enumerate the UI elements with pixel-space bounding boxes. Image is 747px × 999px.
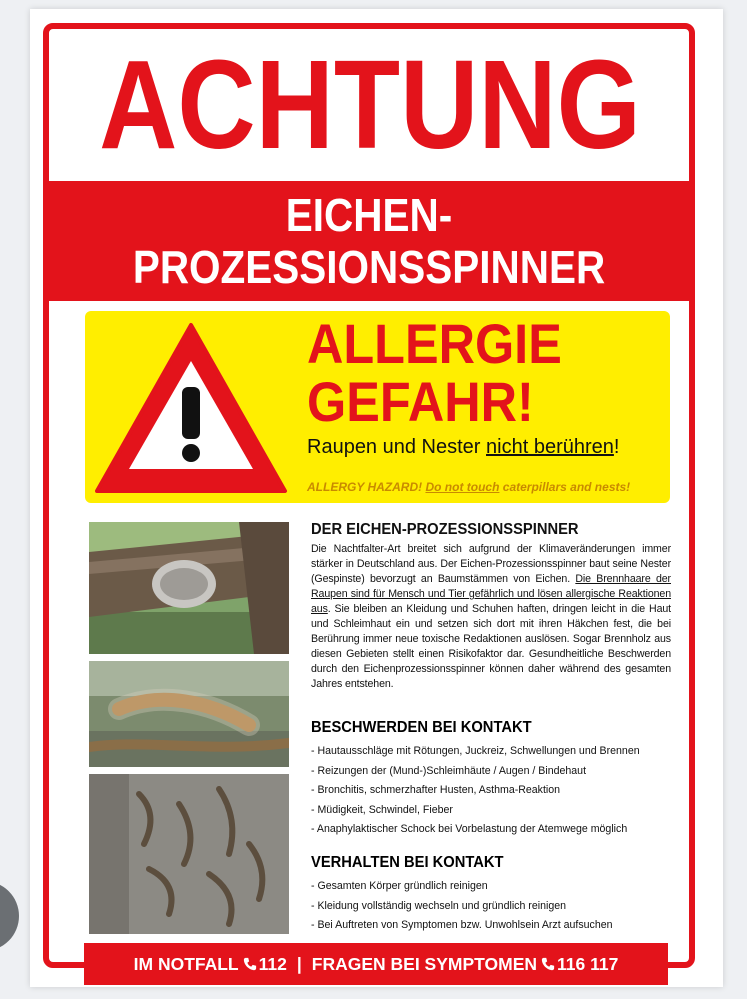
hazard-suffix: caterpillars and nests!: [499, 480, 631, 494]
achtung-title: ACHTUNG: [99, 34, 641, 175]
raupen-underlined: nicht berühren: [486, 436, 614, 458]
symptoms-section: [311, 718, 671, 840]
symptoms-list: [311, 742, 671, 840]
species-info-text-underlined: Die Brennhaare der Raupen sind für Mensch und Tier gefährlich und lösen allergische Reaktionen aus: [311, 573, 671, 615]
symptoms-hotline-number: 116 117: [557, 953, 619, 974]
footer-separator: |: [296, 953, 302, 974]
species-banner: [49, 181, 689, 301]
species-info-text-a: Die Nachtfalter-Art breitet sich aufgrund der Klimaveränderungen immer stärker in Deutschland aus. Der Eichen-Prozessionsspinner baut seine Nester (Gespinste) bevorzugt an Baumstämmen von Eichen.: [311, 543, 671, 585]
list-item: - Reizungen der (Mund-)Schleimhäute / Augen / Bindehaut: [311, 764, 587, 777]
behaviour-section: [311, 853, 671, 936]
species-info-title: DER EICHEN-PROZESSIONSSPINNER: [311, 521, 579, 538]
banner-line-1: EICHEN-: [285, 189, 453, 241]
photo-caterpillar-colony: [89, 774, 289, 934]
allergie-line-1: ALLERGIE: [307, 312, 562, 375]
raupen-suffix: !: [613, 436, 620, 458]
behaviour-list: [311, 877, 671, 936]
list-item: - Hautausschläge mit Rötungen, Juckreiz, Schwellungen und Brennen: [311, 745, 640, 757]
list-item: - Bei Auftreten von Symptomen bzw. Unwohlsein Arzt aufsuchen: [311, 919, 613, 931]
banner-line-2: PROZESSIONSSPINNER: [132, 241, 606, 293]
floating-side-button[interactable]: [0, 881, 19, 951]
species-info-text: [311, 542, 671, 692]
phone-icon: [541, 957, 555, 971]
list-item: - Bronchitis, schmerzhafter Husten, Asthma-Reaktion: [311, 784, 561, 796]
emergency-number: 112: [258, 953, 287, 974]
hazard-underlined: Do not touch: [425, 480, 500, 494]
allergy-hazard-english: [307, 480, 667, 494]
symptoms-title: BESCHWERDEN BEI KONTAKT: [311, 719, 532, 736]
do-not-touch-german: [307, 436, 667, 459]
symptoms-hotline-label: FRAGEN BEI SYMPTOMEN: [311, 953, 538, 974]
species-info-text-b: . Sie bleiben an Kleidung und Schuhen haften, dringen leicht in die Haut und Schleimhaut ein und setzen sich dort mit ihren Häkchen fest, die bei Berührung immer neue toxische Redaktionen auslösen. Sogar Brennholz aus diesen Gebieten stellt einen Risikofaktor dar. Gesundheitliche Beschwerden durch den Eichenprozessionsspinner können daher während des gesamten Jahres entstehen.: [311, 603, 671, 690]
emergency-footer: [84, 943, 668, 985]
allergie-line-2: GEFAHR!: [307, 370, 534, 433]
allergy-warning-box: [85, 311, 670, 503]
list-item: - Gesamten Körper gründlich reinigen: [311, 880, 488, 892]
list-item: - Anaphylaktischer Schock bei Vorbelastung der Atemwege möglich: [311, 823, 628, 835]
hazard-prefix: ALLERGY HAZARD!: [307, 480, 426, 494]
raupen-prefix: Raupen und Nester: [307, 436, 487, 458]
emergency-label: IM NOTFALL: [133, 953, 239, 974]
warning-triangle-icon: [91, 319, 291, 497]
behaviour-title: VERHALTEN BEI KONTAKT: [311, 854, 504, 871]
list-item: - Kleidung vollständig wechseln und gründlich reinigen: [311, 899, 567, 912]
list-item: - Müdigkeit, Schwindel, Fieber: [311, 803, 453, 816]
allergy-danger-heading: [307, 312, 631, 433]
photo-caterpillars: [89, 661, 289, 767]
species-info-section: [311, 520, 671, 692]
phone-icon: [243, 957, 257, 971]
photo-nest-on-branch: [89, 522, 289, 654]
